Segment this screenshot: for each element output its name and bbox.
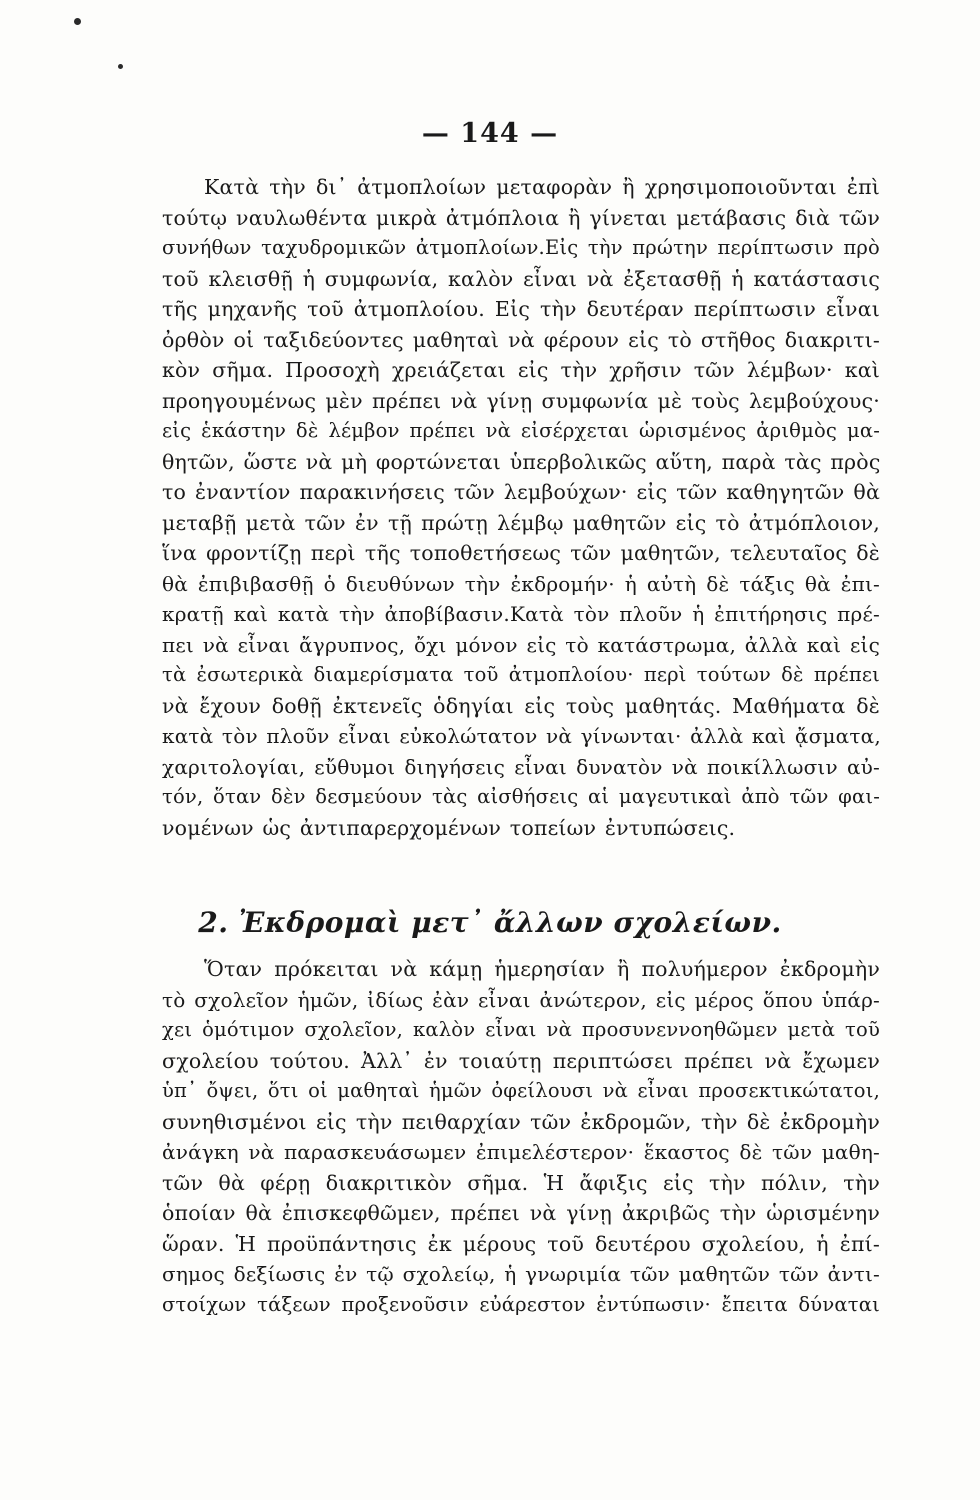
- text-line: ὁποίαν θὰ ἐπισκεφθῶμεν, πρέπει νὰ γίνῃ ἀκριβῶς τὴν ὡρισμένην: [162, 1201, 880, 1225]
- text-line: Κατὰ τὴν δι᾽ ἀτμοπλοίων μεταφορὰν ἢ χρησιμοποιοῦνται ἐπὶ: [204, 175, 880, 199]
- text-line: σχολείου τούτου. Ἀλλ᾽ ἐν τοιαύτῃ περιπτώσει πρέπει νὰ ἔχωμεν: [162, 1048, 880, 1073]
- text-line: νομένων ὡς ἀντιπαρερχομένων τοπείων ἐντυπώσεις.: [162, 815, 736, 840]
- text-line: ἀνάγκη νὰ παρασκευάσωμεν ἐπιμελέστερον· ἕκαστος δὲ τῶν μαθη-: [162, 1140, 880, 1164]
- text-line: εἰς ἑκάστην δὲ λέμβον πρέπει νὰ εἰσέρχεται ὡρισμένος ἀριθμὸς μα-: [162, 419, 880, 442]
- text-line: χαριτολογίαι, εὔθυμοι διηγήσεις εἶναι δυνατὸν νὰ ποικίλλωσιν αὐ-: [162, 754, 880, 779]
- text-line: Ὅταν πρόκειται νὰ κάμῃ ἡμερησίαν ἢ πολυήμερον ἐκδρομὴν: [204, 957, 880, 981]
- text-line: στοίχων τάξεων προξενοῦσιν εὐάρεστον ἐντύπωσιν· ἔπειτα δύναται: [162, 1292, 880, 1316]
- paragraph-1: [162, 172, 880, 843]
- text-line: προηγουμένως μὲν πρέπει νὰ γίνῃ συμφωνία μὲ τοὺς λεμβούχους·: [162, 388, 880, 413]
- text-line: ὑπ᾽ ὄψει, ὅτι οἱ μαθηταὶ ἡμῶν ὀφείλουσι νὰ εἶναι προσεκτικώτατοι,: [162, 1079, 880, 1102]
- ink-spot: [74, 18, 81, 25]
- text-line: πει νὰ εἶναι ἄγρυπνος, ὄχι μόνον εἰς τὸ κατάστρωμα, ἀλλὰ καὶ εἰς: [162, 632, 880, 657]
- text-line: σημος δεξίωσις ἐν τῷ σχολείῳ, ἡ γνωριμία τῶν μαθητῶν τῶν ἀντι-: [162, 1262, 880, 1286]
- text-line: ἵνα φροντίζῃ περὶ τῆς τοποθετήσεως τῶν μαθητῶν, τελευταῖος δὲ: [162, 541, 880, 565]
- text-line: κατὰ τὸν πλοῦν εἶναι εὐκολώτατον νὰ γίνωνται· ἀλλὰ καὶ ᾄσματα,: [162, 724, 881, 748]
- text-line: συνηθισμένοι εἰς τὴν πειθαρχίαν τῶν ἐκδρομῶν, τὴν δὲ ἐκδρομὴν: [162, 1109, 880, 1134]
- text-line: ὀρθὸν οἱ ταξιδεύοντες μαθηταὶ νὰ φέρουν εἰς τὸ στῆθος διακριτι-: [162, 327, 880, 352]
- text-line: τῶν θὰ φέρῃ διακριτικὸν σῆμα. Ἡ ἄφιξις εἰς τὴν πόλιν, τὴν: [162, 1170, 880, 1195]
- text-line: χει ὁμότιμον σχολεῖον, καλὸν εἶναι νὰ προσυνεννοηθῶμεν μετὰ τοῦ: [162, 1018, 880, 1041]
- text-line: τούτῳ ναυλωθέντα μικρὰ ἀτμόπλοια ἢ γίνεται μετάβασις διὰ τῶν: [162, 205, 880, 230]
- text-line: το ἐναντίον παρακινήσεις τῶν λεμβούχων· εἰς τῶν καθηγητῶν θὰ: [162, 480, 880, 504]
- text-line: τόν, ὅταν δὲν δεσμεύουν τὰς αἰσθήσεις αἱ μαγευτικαὶ ἀπὸ τῶν φαι-: [162, 785, 880, 808]
- text-line: τὸ σχολεῖον ἡμῶν, ἰδίως ἐὰν εἶναι ἀνώτερον, εἰς μέρος ὅπου ὑπάρ-: [162, 987, 880, 1012]
- section-heading: 2. Ἐκδρομαὶ μετ᾽ ἄλλων σχολείων.: [198, 906, 782, 939]
- text-line: θητῶν, ὥστε νὰ μὴ φορτώνεται ὑπερβολικῶς αὕτη, παρὰ τὰς πρὸς: [162, 449, 881, 474]
- text-line: κὸν σῆμα. Προσοχὴ χρειάζεται εἰς τὴν χρῆσιν τῶν λέμβων· καὶ: [162, 358, 880, 382]
- text-line: τῆς μηχανῆς τοῦ ἀτμοπλοίου. Εἰς τὴν δευτέραν περίπτωσιν εἶναι: [162, 297, 880, 321]
- text-line: ὥραν. Ἡ προϋπάντησις ἐκ μέρους τοῦ δευτέρου σχολείου, ἡ ἐπί-: [162, 1231, 880, 1256]
- text-line: νὰ ἔχουν δοθῇ ἐκτενεῖς ὁδηγίαι εἰς τοὺς μαθητάς. Μαθήματα δὲ: [162, 693, 880, 718]
- text-line: κρατῇ καὶ κατὰ τὴν ἀποβίβασιν.Κατὰ τὸν πλοῦν ἡ ἐπιτήρησις πρέ-: [162, 602, 880, 626]
- text-line: μεταβῇ μετὰ τῶν ἐν τῇ πρώτῃ λέμβῳ μαθητῶν εἰς τὸ ἀτμόπλοιον,: [162, 510, 880, 535]
- text-line: τοῦ κλεισθῇ ἡ συμφωνία, καλὸν εἶναι νὰ ἐξετασθῇ ἡ κατάστασις: [162, 266, 880, 291]
- text-line: θὰ ἐπιβιβασθῇ ὁ διευθύνων τὴν ἐκδρομήν· ἡ αὐτὴ δὲ τάξις θὰ ἐπι-: [162, 571, 880, 596]
- text-line: τὰ ἐσωτερικὰ διαμερίσματα τοῦ ἀτμοπλοίου· περὶ τούτων δὲ πρέπει: [162, 663, 880, 686]
- ink-spot: [118, 64, 123, 69]
- text-line: συνήθων ταχυδρομικῶν ἀτμοπλοίων.Εἰς τὴν πρώτην περίπτωσιν πρὸ: [162, 236, 880, 259]
- paragraph-2: [162, 954, 880, 1320]
- page-number: — 144 —: [421, 118, 559, 149]
